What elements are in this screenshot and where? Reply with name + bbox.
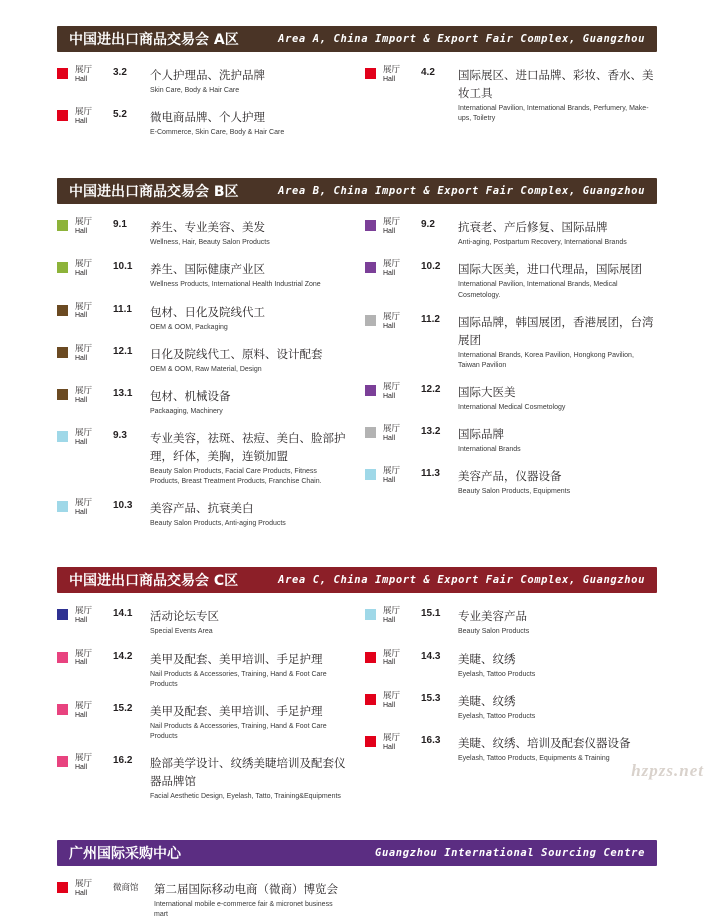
hall-number: 16.3 — [421, 734, 441, 746]
hall-label-cn: 展厅 — [75, 301, 93, 312]
hall-description-en: International Medical Cosmetology — [458, 403, 566, 411]
hall-label — [383, 650, 417, 667]
column-left-d — [57, 866, 357, 920]
hall-description-en: Beauty Salon Products — [458, 628, 530, 636]
hall-description-cn: 微电商品牌、个人护理 — [150, 110, 265, 125]
hall-label — [75, 66, 109, 83]
hall-label — [75, 387, 109, 404]
hall-label-en: Hall — [383, 435, 396, 443]
hall-description — [150, 387, 347, 417]
color-swatch — [365, 315, 376, 326]
hall-label-cn: 展厅 — [383, 65, 401, 75]
column-left-b — [57, 204, 357, 529]
color-swatch — [57, 882, 68, 893]
hall-number: 14.1 — [113, 608, 133, 620]
hall-label — [383, 607, 417, 624]
hall-entry — [365, 260, 657, 300]
section-title-cn-b: 中国进出口商品交易会 B区 — [69, 184, 239, 201]
hall-label — [383, 734, 417, 751]
hall-description — [150, 345, 347, 375]
hall-entry — [57, 108, 347, 138]
color-swatch — [365, 68, 376, 79]
hall-description — [150, 607, 347, 637]
hall-number: 11.3 — [421, 468, 440, 480]
hall-entry — [57, 429, 347, 487]
hall-number: 15.2 — [113, 702, 133, 714]
hall-number: 11.1 — [113, 303, 132, 315]
hall-description — [458, 607, 657, 637]
hall-label — [75, 218, 109, 235]
hall-label — [75, 880, 109, 897]
hall-label — [383, 218, 417, 235]
hall-entry — [57, 650, 347, 690]
hall-label-cn: 展厅 — [75, 498, 93, 509]
hall-entry — [57, 260, 347, 290]
hall-label-en: Hall — [75, 312, 88, 320]
hall-description-en: Eyelash, Tattoo Products — [458, 712, 536, 720]
hall-description — [150, 429, 347, 487]
hall-label-en: Hall — [75, 228, 88, 236]
hall-description-cn: 养生、国际健康产业区 — [150, 262, 265, 277]
hall-label — [75, 345, 109, 362]
hall-description — [150, 108, 347, 138]
hall-label — [75, 499, 109, 516]
hall-description — [458, 66, 657, 124]
hall-label — [75, 260, 109, 277]
hall-description — [458, 313, 657, 371]
color-swatch — [365, 262, 376, 273]
hall-description-en: Eyelash, Tattoo Products, Equipments & Training — [458, 754, 610, 762]
top-spacer — [0, 0, 714, 26]
hall-entry — [57, 66, 347, 96]
hall-label-cn: 展厅 — [383, 648, 401, 659]
hall-description-en: International Brands, Korea Pavilion, Hongkong Pavilion, Taiwan Pavilion — [458, 351, 634, 369]
section-body-area-a — [57, 52, 657, 138]
color-swatch — [365, 220, 376, 231]
hall-description-cn: 美睫、纹绣 — [458, 693, 516, 708]
hall-description — [150, 650, 347, 690]
hall-number: 16.2 — [113, 755, 133, 767]
hall-label-cn: 展厅 — [383, 311, 401, 322]
color-swatch — [365, 469, 376, 480]
hall-label-cn: 展厅 — [75, 427, 93, 438]
hall-label-cn: 展厅 — [75, 343, 93, 354]
hall-description-cn: 美睫、纹绣 — [458, 651, 516, 666]
hall-description-cn: 包材、日化及院线代工 — [150, 304, 265, 319]
hall-label-cn: 展厅 — [383, 732, 401, 743]
hall-description-en: OEM & OOM, Packaging — [150, 323, 228, 331]
color-swatch — [365, 652, 376, 663]
hall-label-cn: 展厅 — [75, 259, 93, 270]
hall-label-cn: 展厅 — [75, 65, 93, 75]
hall-description-en: Packaaging, Machinery — [150, 407, 223, 415]
hall-label-cn: 展厅 — [75, 217, 93, 228]
color-swatch — [57, 220, 68, 231]
hall-description-en: E-Commerce, Skin Care, Body & Hair Care — [150, 129, 285, 137]
hall-description-en: Beauty Salon Products, Facial Care Products, Fitness Products, Breast Treatment Products, Franchise Chain. — [150, 467, 322, 486]
spacer-after-a — [0, 138, 714, 156]
watermark: hzpzs.net — [631, 761, 704, 780]
hall-description-en: International mobile e-commerce fair & micronet business mart — [154, 901, 333, 919]
spacer-before-c — [0, 545, 714, 567]
hall-label-cn: 展厅 — [75, 753, 93, 764]
hall-entry — [365, 313, 657, 371]
hall-description — [458, 650, 657, 680]
hall-description-cn: 国际品牌，韩国展团，香港展团，台湾展团 — [458, 314, 654, 347]
hall-label-en: Hall — [383, 617, 396, 625]
hall-label-en: Hall — [75, 509, 88, 517]
hall-label-en: Hall — [383, 270, 396, 278]
hall-number: 5.2 — [113, 109, 127, 121]
hall-description-en: Wellness, Hair, Beauty Salon Products — [150, 239, 270, 247]
hall-label — [383, 692, 417, 709]
hall-description — [458, 467, 657, 497]
hall-label-en: Hall — [383, 701, 396, 709]
hall-description-cn: 美睫、纹绣、培训及配套仪器设备 — [458, 735, 631, 750]
hall-number: 10.1 — [113, 261, 133, 273]
hall-number: 9.2 — [421, 219, 435, 231]
hall-label-cn: 展厅 — [383, 466, 401, 477]
hall-description-cn: 国际展区、进口品牌、彩妆、香水、美妆工具 — [458, 68, 654, 100]
hall-label-en: Hall — [75, 118, 88, 126]
hall-number: 4.2 — [421, 67, 435, 78]
column-right-d — [357, 866, 657, 920]
hall-entry — [57, 499, 347, 529]
hall-description-cn: 专业美容产品 — [458, 609, 527, 624]
hall-description-cn: 美甲及配套、美甲培训、手足护理 — [150, 651, 323, 666]
hall-label — [75, 108, 109, 125]
color-swatch — [57, 110, 68, 121]
hall-label — [75, 754, 109, 771]
hall-label-en: Hall — [75, 617, 88, 625]
hall-description — [150, 702, 347, 742]
hall-description — [458, 218, 657, 248]
section-header-sourcing-centre — [57, 840, 657, 866]
hall-label-en: Hall — [75, 659, 88, 667]
hall-label-en: Hall — [75, 270, 88, 278]
hall-label-en: Hall — [75, 396, 88, 404]
hall-entry — [365, 383, 657, 413]
hall-description-en: OEM & OOM, Raw Material, Design — [150, 365, 262, 373]
color-swatch — [57, 609, 68, 620]
hall-description — [150, 499, 347, 529]
hall-entry — [57, 218, 347, 248]
hall-description — [458, 260, 657, 300]
color-swatch — [57, 68, 68, 79]
hall-label-cn: 展厅 — [383, 259, 401, 270]
section-header-area-c — [57, 567, 657, 593]
hall-description — [458, 734, 657, 764]
spacer-before-b — [0, 156, 714, 178]
section-title-en-c: Area C, China Import & Export Fair Complex, Guangzhou — [278, 574, 645, 587]
hall-number: 15.3 — [421, 692, 441, 704]
hall-description-en: Skin Care, Body & Hair Care — [150, 87, 240, 94]
hall-description-cn: 国际品牌 — [458, 427, 504, 442]
color-swatch — [365, 694, 376, 705]
hall-number: 3.2 — [113, 67, 127, 78]
hall-description-cn: 包材、机械设备 — [150, 388, 231, 403]
hall-description — [458, 692, 657, 722]
hall-entry — [57, 702, 347, 742]
hall-label-en: Hall — [75, 354, 88, 362]
hall-description-en: Beauty Salon Products, Anti-aging Products — [150, 520, 286, 528]
hall-label — [75, 303, 109, 320]
hall-entry — [57, 303, 347, 333]
hall-description-cn: 美甲及配套、美甲培训、手足护理 — [150, 703, 323, 718]
hall-description-cn: 日化及院线代工、原料、设计配套 — [150, 346, 323, 361]
hall-entry — [365, 650, 657, 680]
hall-number: 10.2 — [421, 261, 441, 273]
hall-entry — [365, 607, 657, 637]
hall-label — [383, 467, 417, 484]
hall-number: 12.1 — [113, 345, 133, 357]
hall-number: 10.3 — [113, 500, 133, 512]
hall-label-cn: 展厅 — [75, 879, 93, 890]
hall-description-en: International Brands — [458, 446, 521, 454]
hall-number: 12.2 — [421, 383, 441, 395]
section-body-sourcing-centre — [57, 866, 657, 920]
hall-label — [75, 702, 109, 719]
hall-description-en: Eyelash, Tattoo Products — [458, 670, 536, 678]
hall-label-cn: 展厅 — [75, 648, 93, 659]
hall-description-en: Nail Products & Accessories, Training, Hand & Foot Care Products — [150, 670, 327, 688]
hall-number: 15.1 — [421, 608, 441, 620]
color-swatch — [365, 385, 376, 396]
hall-label-cn: 展厅 — [383, 690, 401, 701]
hall-label-en: Hall — [75, 75, 88, 83]
color-swatch — [365, 609, 376, 620]
hall-number: 微商馆 — [113, 882, 139, 893]
hall-description-en: Nail Products & Accessories, Training, Hand & Foot Care Products — [150, 722, 327, 740]
hall-description-cn: 养生、专业美容、美发 — [150, 220, 265, 235]
hall-label-en: Hall — [383, 743, 396, 751]
hall-description-en: International Pavilion, International Brands, Medical Cosmetology. — [458, 281, 618, 299]
color-swatch — [365, 736, 376, 747]
hall-label-en: Hall — [383, 392, 396, 400]
hall-entry — [365, 66, 657, 124]
hall-entry — [365, 467, 657, 497]
hall-description-en: International Pavilion, International Brands, Perfumery, Make-ups, Toiletry — [458, 105, 649, 123]
spacer-after-b — [0, 529, 714, 545]
hall-label-en: Hall — [383, 75, 396, 83]
hall-description-en: Wellness Products, International Health Industrial Zone — [150, 281, 321, 289]
hall-description-cn: 个人护理品、洗护品牌 — [150, 68, 265, 82]
section-header-area-b — [57, 178, 657, 204]
hall-label-en: Hall — [383, 322, 396, 330]
hall-entry — [365, 425, 657, 455]
hall-number: 11.2 — [421, 313, 440, 325]
hall-description — [150, 303, 347, 333]
section-body-area-b — [57, 204, 657, 529]
hall-label-cn: 展厅 — [383, 606, 401, 617]
hall-description-en: Special Events Area — [150, 628, 213, 636]
hall-label-cn: 展厅 — [75, 107, 93, 118]
hall-description-cn: 国际大医美 — [458, 384, 516, 399]
hall-description-en: Anti-aging, Postpartum Recovery, International Brands — [458, 239, 627, 247]
hall-description-cn: 专业美容，祛斑、祛痘、美白、脸部护理，纤体，美胸，连锁加盟 — [150, 430, 346, 463]
color-swatch — [57, 305, 68, 316]
hall-label-en: Hall — [383, 228, 396, 236]
hall-description-cn: 美容产品、抗衰美白 — [150, 501, 254, 516]
hall-label-en: Hall — [383, 477, 396, 485]
color-swatch — [57, 501, 68, 512]
column-right-a — [357, 52, 657, 138]
hall-entry — [365, 218, 657, 248]
hall-number: 13.2 — [421, 426, 441, 438]
hall-entry — [57, 607, 347, 637]
hall-description — [150, 218, 347, 248]
hall-entry — [365, 692, 657, 722]
hall-label — [383, 425, 417, 442]
hall-description-cn: 第二届国际移动电商（微商）博览会 — [154, 882, 338, 897]
color-swatch — [57, 262, 68, 273]
spacer-after-c — [0, 802, 714, 818]
hall-label-en: Hall — [75, 438, 88, 446]
hall-description-cn: 脸部美学设计、纹绣美睫培训及配套仪器品牌馆 — [150, 756, 346, 789]
color-swatch — [365, 427, 376, 438]
section-title-cn-d: 广州国际采购中心 — [69, 846, 181, 863]
color-swatch — [57, 389, 68, 400]
hall-label — [383, 313, 417, 330]
color-swatch — [57, 704, 68, 715]
hall-description-cn: 活动论坛专区 — [150, 609, 219, 624]
section-header-area-a — [57, 26, 657, 52]
section-title-en-d: Guangzhou International Sourcing Centre — [375, 847, 645, 860]
hall-label — [383, 260, 417, 277]
color-swatch — [57, 431, 68, 442]
color-swatch — [57, 347, 68, 358]
hall-label-cn: 展厅 — [75, 700, 93, 711]
hall-number: 14.2 — [113, 650, 133, 662]
hall-entry — [57, 387, 347, 417]
hall-description-en: Beauty Salon Products, Equipments — [458, 488, 571, 496]
hall-number: 9.3 — [113, 429, 127, 441]
section-body-area-c — [57, 593, 657, 802]
hall-description-cn: 抗衰老、产后修复、国际品牌 — [458, 220, 608, 235]
hall-number: 9.1 — [113, 219, 127, 231]
hall-label-en: Hall — [75, 764, 88, 772]
hall-label-en: Hall — [75, 711, 88, 719]
hall-label — [383, 66, 417, 83]
hall-entry — [57, 880, 347, 920]
hall-description — [150, 66, 347, 96]
hall-description — [458, 425, 657, 455]
hall-description — [150, 754, 347, 802]
color-swatch — [57, 652, 68, 663]
hall-entry — [57, 754, 347, 802]
hall-number: 13.1 — [113, 387, 133, 399]
hall-label — [75, 607, 109, 624]
column-right-c — [357, 593, 657, 802]
spacer-before-d — [0, 818, 714, 840]
hall-number: 14.3 — [421, 650, 441, 662]
hall-label-cn: 展厅 — [383, 217, 401, 228]
hall-label-en: Hall — [383, 659, 396, 667]
section-title-en-b: Area B, China Import & Export Fair Complex, Guangzhou — [278, 185, 645, 198]
hall-description — [458, 383, 657, 413]
section-title-cn-a: 中国进出口商品交易会 A区 — [69, 32, 239, 48]
hall-label — [75, 429, 109, 446]
hall-description — [150, 260, 347, 290]
column-left-a — [57, 52, 357, 138]
section-title-cn-c: 中国进出口商品交易会 C区 — [69, 573, 239, 590]
hall-description-cn: 美容产品，仪器设备 — [458, 469, 562, 484]
hall-label-en: Hall — [75, 890, 88, 898]
hall-entry — [365, 734, 657, 764]
column-right-b — [357, 204, 657, 529]
hall-description-en: Facial Aesthetic Design, Eyelash, Tatto, Training&Equipments — [150, 793, 341, 801]
hall-entry — [57, 345, 347, 375]
hall-label-cn: 展厅 — [383, 381, 401, 392]
hall-description-cn: 国际大医美，进口代理品，国际展团 — [458, 262, 642, 277]
hall-label — [75, 650, 109, 667]
section-title-en-a: Area A, China Import & Export Fair Complex, Guangzhou — [278, 33, 645, 45]
hall-label-cn: 展厅 — [75, 385, 93, 396]
color-swatch — [57, 756, 68, 767]
hall-label — [383, 383, 417, 400]
hall-label-cn: 展厅 — [383, 424, 401, 435]
column-left-c — [57, 593, 357, 802]
hall-description — [154, 880, 347, 920]
hall-label-cn: 展厅 — [75, 606, 93, 617]
